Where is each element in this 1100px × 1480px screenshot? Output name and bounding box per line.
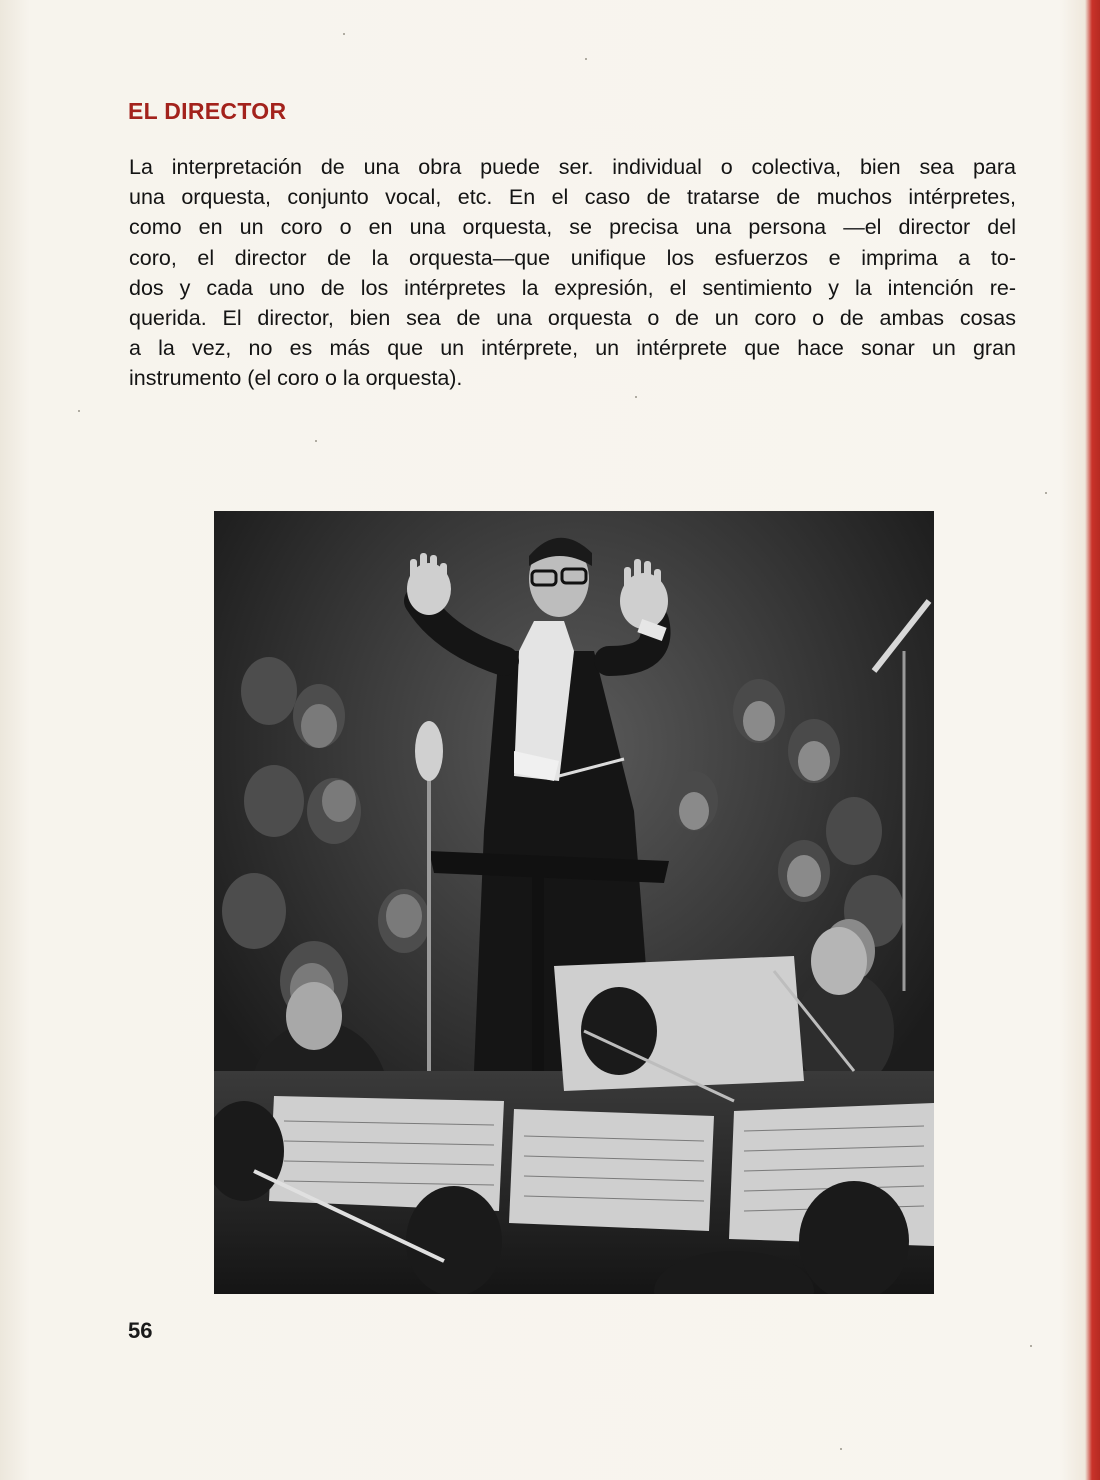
conductor-photo-illustration [214, 511, 934, 1294]
section-heading: EL DIRECTOR [128, 98, 287, 124]
paper-speck [1045, 492, 1047, 494]
conductor-photograph [214, 511, 934, 1294]
paragraph-line: dos y cada uno de los intérpretes la expresión, el sentimiento y la intención re- [129, 275, 1016, 300]
paper-speck [840, 1448, 842, 1450]
paper-speck [315, 440, 317, 442]
paragraph-line: instrumento (el coro o la orquesta). [129, 366, 463, 391]
paper-speck [343, 33, 345, 35]
body-paragraph [129, 152, 1016, 394]
paragraph-line: como en un coro o en una orquesta, se precisa una persona —el director del [129, 215, 1016, 240]
paper-speck [635, 396, 637, 398]
paragraph-line: La interpretación de una obra puede ser. individual o colectiva, bien sea para [129, 155, 1016, 179]
paragraph-line: coro, el director de la orquesta—que unifique los esfuerzos e imprima a to- [129, 245, 1016, 270]
paper-speck [585, 58, 587, 60]
page-number: 56 [128, 1318, 153, 1343]
paper-speck [1030, 1345, 1032, 1347]
paragraph-line: a la vez, no es más que un intérprete, un intérprete que hace sonar un gran [129, 336, 1016, 361]
paragraph-line: una orquesta, conjunto vocal, etc. En el caso de tratarse de muchos intérpretes, [129, 185, 1016, 210]
paragraph-line: querida. El director, bien sea de una orquesta o de un coro o de ambas cosas [129, 306, 1016, 331]
paper-speck [78, 410, 80, 412]
